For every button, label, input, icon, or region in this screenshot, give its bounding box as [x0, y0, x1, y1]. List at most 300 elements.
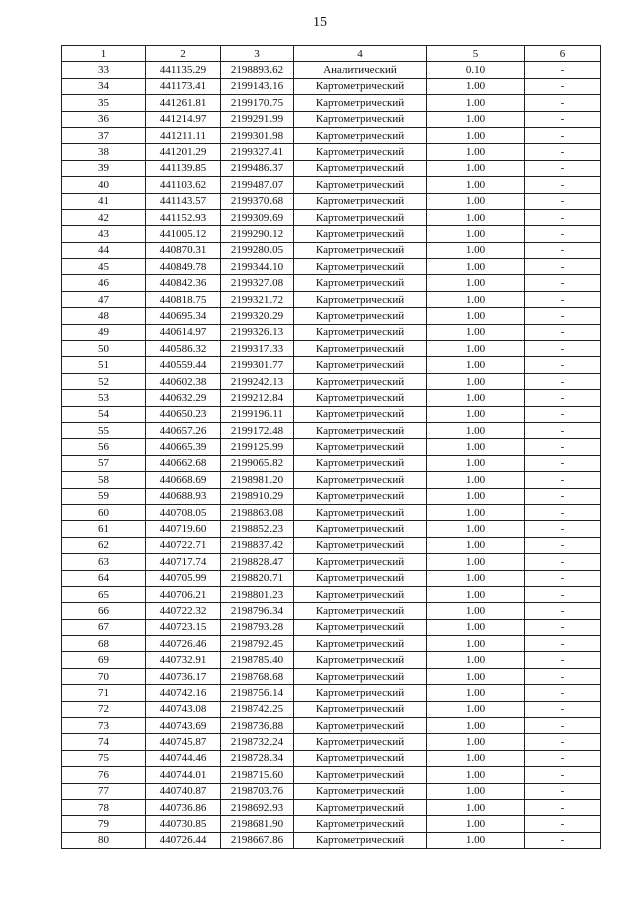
- x-coordinate-cell: 440717.74: [146, 554, 221, 570]
- point-number-cell: 79: [62, 816, 146, 832]
- table-row: [62, 734, 601, 750]
- method-cell: Картометрический: [294, 373, 427, 389]
- note-cell: -: [525, 750, 601, 766]
- method-cell: Картометрический: [294, 439, 427, 455]
- accuracy-cell: 1.00: [427, 226, 525, 242]
- accuracy-cell: 1.00: [427, 570, 525, 586]
- y-coordinate-cell: 2198692.93: [221, 799, 294, 815]
- note-cell: -: [525, 668, 601, 684]
- accuracy-cell: 1.00: [427, 373, 525, 389]
- y-coordinate-cell: 2198852.23: [221, 521, 294, 537]
- method-cell: Картометрический: [294, 242, 427, 258]
- y-coordinate-cell: 2199143.16: [221, 78, 294, 94]
- x-coordinate-cell: 440708.05: [146, 504, 221, 520]
- note-cell: -: [525, 832, 601, 848]
- x-coordinate-cell: 441005.12: [146, 226, 221, 242]
- y-coordinate-cell: 2198792.45: [221, 636, 294, 652]
- table-row: [62, 242, 601, 258]
- note-cell: -: [525, 144, 601, 160]
- y-coordinate-cell: 2198732.24: [221, 734, 294, 750]
- x-coordinate-cell: 440742.16: [146, 685, 221, 701]
- table-row: [62, 144, 601, 160]
- x-coordinate-cell: 440726.46: [146, 636, 221, 652]
- accuracy-cell: 1.00: [427, 504, 525, 520]
- point-number-cell: 34: [62, 78, 146, 94]
- note-cell: -: [525, 111, 601, 127]
- accuracy-cell: 1.00: [427, 603, 525, 619]
- x-coordinate-cell: 440719.60: [146, 521, 221, 537]
- accuracy-cell: 1.00: [427, 750, 525, 766]
- method-cell: Картометрический: [294, 521, 427, 537]
- table-row: [62, 750, 601, 766]
- point-number-cell: 45: [62, 259, 146, 275]
- table-row: [62, 422, 601, 438]
- y-coordinate-cell: 2198756.14: [221, 685, 294, 701]
- x-coordinate-cell: 440662.68: [146, 455, 221, 471]
- accuracy-cell: 1.00: [427, 390, 525, 406]
- method-cell: Картометрический: [294, 832, 427, 848]
- y-coordinate-cell: 2198820.71: [221, 570, 294, 586]
- accuracy-cell: 1.00: [427, 652, 525, 668]
- page-number: 15: [313, 15, 327, 30]
- x-coordinate-cell: 441261.81: [146, 95, 221, 111]
- point-number-cell: 68: [62, 636, 146, 652]
- method-cell: Картометрический: [294, 799, 427, 815]
- x-coordinate-cell: 441139.85: [146, 160, 221, 176]
- table-row: [62, 127, 601, 143]
- method-cell: Картометрический: [294, 160, 427, 176]
- accuracy-cell: 1.00: [427, 357, 525, 373]
- accuracy-cell: 1.00: [427, 636, 525, 652]
- table-row: [62, 160, 601, 176]
- note-cell: -: [525, 177, 601, 193]
- table-row: [62, 209, 601, 225]
- accuracy-cell: 1.00: [427, 619, 525, 635]
- x-coordinate-cell: 440722.71: [146, 537, 221, 553]
- method-cell: Картометрический: [294, 390, 427, 406]
- method-cell: Картометрический: [294, 537, 427, 553]
- point-number-cell: 49: [62, 324, 146, 340]
- x-coordinate-cell: 441173.41: [146, 78, 221, 94]
- column-header: 2: [146, 46, 221, 62]
- x-coordinate-cell: 440559.44: [146, 357, 221, 373]
- accuracy-cell: 1.00: [427, 586, 525, 602]
- point-number-cell: 71: [62, 685, 146, 701]
- y-coordinate-cell: 2199196.11: [221, 406, 294, 422]
- y-coordinate-cell: 2198681.90: [221, 816, 294, 832]
- table-row: [62, 373, 601, 389]
- table-row: [62, 275, 601, 291]
- x-coordinate-cell: 440842.36: [146, 275, 221, 291]
- y-coordinate-cell: 2199487.07: [221, 177, 294, 193]
- y-coordinate-cell: 2198785.40: [221, 652, 294, 668]
- y-coordinate-cell: 2198793.28: [221, 619, 294, 635]
- y-coordinate-cell: 2199301.77: [221, 357, 294, 373]
- point-number-cell: 60: [62, 504, 146, 520]
- method-cell: Картометрический: [294, 422, 427, 438]
- y-coordinate-cell: 2198893.62: [221, 62, 294, 78]
- table-row: [62, 685, 601, 701]
- note-cell: -: [525, 521, 601, 537]
- table-row: [62, 521, 601, 537]
- point-number-cell: 36: [62, 111, 146, 127]
- point-number-cell: 51: [62, 357, 146, 373]
- x-coordinate-cell: 441201.29: [146, 144, 221, 160]
- table-row: [62, 783, 601, 799]
- x-coordinate-cell: 440730.85: [146, 816, 221, 832]
- accuracy-cell: 1.00: [427, 668, 525, 684]
- table-row: [62, 554, 601, 570]
- y-coordinate-cell: 2199486.37: [221, 160, 294, 176]
- table-row: [62, 357, 601, 373]
- point-number-cell: 63: [62, 554, 146, 570]
- x-coordinate-cell: 440723.15: [146, 619, 221, 635]
- point-number-cell: 41: [62, 193, 146, 209]
- note-cell: -: [525, 439, 601, 455]
- x-coordinate-cell: 440614.97: [146, 324, 221, 340]
- accuracy-cell: 1.00: [427, 242, 525, 258]
- accuracy-cell: 1.00: [427, 160, 525, 176]
- method-cell: Картометрический: [294, 324, 427, 340]
- point-number-cell: 57: [62, 455, 146, 471]
- x-coordinate-cell: 440743.08: [146, 701, 221, 717]
- point-number-cell: 37: [62, 127, 146, 143]
- x-coordinate-cell: 441211.11: [146, 127, 221, 143]
- table-body: [62, 62, 601, 849]
- table-row: [62, 767, 601, 783]
- y-coordinate-cell: 2198981.20: [221, 472, 294, 488]
- x-coordinate-cell: 440695.34: [146, 308, 221, 324]
- y-coordinate-cell: 2198667.86: [221, 832, 294, 848]
- accuracy-cell: 1.00: [427, 472, 525, 488]
- note-cell: -: [525, 406, 601, 422]
- y-coordinate-cell: 2198768.68: [221, 668, 294, 684]
- column-header: 4: [294, 46, 427, 62]
- table-row: [62, 636, 601, 652]
- method-cell: Картометрический: [294, 193, 427, 209]
- note-cell: -: [525, 619, 601, 635]
- method-cell: Картометрический: [294, 291, 427, 307]
- y-coordinate-cell: 2199280.05: [221, 242, 294, 258]
- accuracy-cell: 1.00: [427, 439, 525, 455]
- table-row: [62, 586, 601, 602]
- accuracy-cell: 1.00: [427, 701, 525, 717]
- table-row: [62, 652, 601, 668]
- method-cell: Картометрический: [294, 488, 427, 504]
- table-row: [62, 603, 601, 619]
- table-row: [62, 816, 601, 832]
- method-cell: Картометрический: [294, 767, 427, 783]
- x-coordinate-cell: 440736.17: [146, 668, 221, 684]
- point-number-cell: 53: [62, 390, 146, 406]
- y-coordinate-cell: 2199065.82: [221, 455, 294, 471]
- x-coordinate-cell: 440732.91: [146, 652, 221, 668]
- y-coordinate-cell: 2199212.84: [221, 390, 294, 406]
- x-coordinate-cell: 441214.97: [146, 111, 221, 127]
- point-number-cell: 46: [62, 275, 146, 291]
- method-cell: Картометрический: [294, 111, 427, 127]
- note-cell: -: [525, 570, 601, 586]
- method-cell: Картометрический: [294, 357, 427, 373]
- y-coordinate-cell: 2199320.29: [221, 308, 294, 324]
- note-cell: -: [525, 62, 601, 78]
- method-cell: Картометрический: [294, 636, 427, 652]
- point-number-cell: 48: [62, 308, 146, 324]
- method-cell: Картометрический: [294, 209, 427, 225]
- point-number-cell: 56: [62, 439, 146, 455]
- y-coordinate-cell: 2199291.99: [221, 111, 294, 127]
- x-coordinate-cell: 440722.32: [146, 603, 221, 619]
- accuracy-cell: 1.00: [427, 259, 525, 275]
- method-cell: Картометрический: [294, 341, 427, 357]
- x-coordinate-cell: 440705.99: [146, 570, 221, 586]
- method-cell: Картометрический: [294, 275, 427, 291]
- accuracy-cell: 1.00: [427, 554, 525, 570]
- accuracy-cell: 1.00: [427, 767, 525, 783]
- method-cell: Картометрический: [294, 144, 427, 160]
- point-number-cell: 73: [62, 718, 146, 734]
- table-row: [62, 619, 601, 635]
- x-coordinate-cell: 440870.31: [146, 242, 221, 258]
- method-cell: Картометрический: [294, 472, 427, 488]
- y-coordinate-cell: 2199170.75: [221, 95, 294, 111]
- note-cell: -: [525, 308, 601, 324]
- note-cell: -: [525, 488, 601, 504]
- note-cell: -: [525, 603, 601, 619]
- table-row: [62, 570, 601, 586]
- point-number-cell: 44: [62, 242, 146, 258]
- y-coordinate-cell: 2199321.72: [221, 291, 294, 307]
- table-row: [62, 259, 601, 275]
- method-cell: Картометрический: [294, 570, 427, 586]
- y-coordinate-cell: 2198910.29: [221, 488, 294, 504]
- method-cell: Картометрический: [294, 701, 427, 717]
- method-cell: Картометрический: [294, 652, 427, 668]
- y-coordinate-cell: 2198796.34: [221, 603, 294, 619]
- table-row: [62, 472, 601, 488]
- point-number-cell: 66: [62, 603, 146, 619]
- table-row: [62, 177, 601, 193]
- accuracy-cell: 1.00: [427, 521, 525, 537]
- method-cell: Картометрический: [294, 308, 427, 324]
- note-cell: -: [525, 275, 601, 291]
- table-row: [62, 488, 601, 504]
- y-coordinate-cell: 2198728.34: [221, 750, 294, 766]
- column-header: 3: [221, 46, 294, 62]
- point-number-cell: 35: [62, 95, 146, 111]
- note-cell: -: [525, 341, 601, 357]
- point-number-cell: 80: [62, 832, 146, 848]
- method-cell: Картометрический: [294, 259, 427, 275]
- accuracy-cell: 1.00: [427, 832, 525, 848]
- accuracy-cell: 1.00: [427, 783, 525, 799]
- point-number-cell: 39: [62, 160, 146, 176]
- x-coordinate-cell: 440688.93: [146, 488, 221, 504]
- point-number-cell: 42: [62, 209, 146, 225]
- accuracy-cell: 1.00: [427, 144, 525, 160]
- method-cell: Картометрический: [294, 668, 427, 684]
- note-cell: -: [525, 127, 601, 143]
- y-coordinate-cell: 2199172.48: [221, 422, 294, 438]
- table-row: [62, 718, 601, 734]
- table-row: [62, 668, 601, 684]
- y-coordinate-cell: 2198703.76: [221, 783, 294, 799]
- table-row: [62, 537, 601, 553]
- method-cell: Картометрический: [294, 95, 427, 111]
- point-number-cell: 33: [62, 62, 146, 78]
- method-cell: Картометрический: [294, 734, 427, 750]
- y-coordinate-cell: 2199290.12: [221, 226, 294, 242]
- x-coordinate-cell: 440657.26: [146, 422, 221, 438]
- point-number-cell: 74: [62, 734, 146, 750]
- y-coordinate-cell: 2199317.33: [221, 341, 294, 357]
- point-number-cell: 62: [62, 537, 146, 553]
- table-row: [62, 701, 601, 717]
- table-row: [62, 308, 601, 324]
- y-coordinate-cell: 2199370.68: [221, 193, 294, 209]
- point-number-cell: 65: [62, 586, 146, 602]
- accuracy-cell: 1.00: [427, 537, 525, 553]
- table-row: [62, 193, 601, 209]
- note-cell: -: [525, 472, 601, 488]
- point-number-cell: 55: [62, 422, 146, 438]
- note-cell: -: [525, 160, 601, 176]
- note-cell: -: [525, 390, 601, 406]
- method-cell: Картометрический: [294, 504, 427, 520]
- accuracy-cell: 1.00: [427, 324, 525, 340]
- accuracy-cell: 1.00: [427, 488, 525, 504]
- point-number-cell: 40: [62, 177, 146, 193]
- y-coordinate-cell: 2199326.13: [221, 324, 294, 340]
- method-cell: Картометрический: [294, 177, 427, 193]
- x-coordinate-cell: 440632.29: [146, 390, 221, 406]
- method-cell: Картометрический: [294, 603, 427, 619]
- accuracy-cell: 1.00: [427, 685, 525, 701]
- point-number-cell: 76: [62, 767, 146, 783]
- note-cell: -: [525, 799, 601, 815]
- x-coordinate-cell: 440745.87: [146, 734, 221, 750]
- note-cell: -: [525, 652, 601, 668]
- note-cell: -: [525, 783, 601, 799]
- note-cell: -: [525, 537, 601, 553]
- table-row: [62, 62, 601, 78]
- method-cell: Картометрический: [294, 685, 427, 701]
- y-coordinate-cell: 2198837.42: [221, 537, 294, 553]
- table-row: [62, 341, 601, 357]
- accuracy-cell: 1.00: [427, 406, 525, 422]
- accuracy-cell: 1.00: [427, 78, 525, 94]
- accuracy-cell: 1.00: [427, 799, 525, 815]
- x-coordinate-cell: 440665.39: [146, 439, 221, 455]
- x-coordinate-cell: 440602.38: [146, 373, 221, 389]
- x-coordinate-cell: 440818.75: [146, 291, 221, 307]
- accuracy-cell: 1.00: [427, 422, 525, 438]
- note-cell: -: [525, 324, 601, 340]
- table-header-row: [62, 46, 601, 62]
- x-coordinate-cell: 440849.78: [146, 259, 221, 275]
- x-coordinate-cell: 441143.57: [146, 193, 221, 209]
- point-number-cell: 59: [62, 488, 146, 504]
- table-row: [62, 504, 601, 520]
- table-row: [62, 832, 601, 848]
- note-cell: -: [525, 373, 601, 389]
- method-cell: Картометрический: [294, 127, 427, 143]
- y-coordinate-cell: 2199242.13: [221, 373, 294, 389]
- table-row: [62, 455, 601, 471]
- point-number-cell: 38: [62, 144, 146, 160]
- note-cell: -: [525, 767, 601, 783]
- method-cell: Картометрический: [294, 554, 427, 570]
- accuracy-cell: 1.00: [427, 718, 525, 734]
- table-row: [62, 111, 601, 127]
- point-number-cell: 58: [62, 472, 146, 488]
- accuracy-cell: 1.00: [427, 95, 525, 111]
- note-cell: -: [525, 734, 601, 750]
- x-coordinate-cell: 440740.87: [146, 783, 221, 799]
- method-cell: Картометрический: [294, 750, 427, 766]
- method-cell: Аналитический: [294, 62, 427, 78]
- table-row: [62, 324, 601, 340]
- column-header: 5: [427, 46, 525, 62]
- x-coordinate-cell: 440736.86: [146, 799, 221, 815]
- x-coordinate-cell: 440650.23: [146, 406, 221, 422]
- method-cell: Картометрический: [294, 78, 427, 94]
- point-number-cell: 67: [62, 619, 146, 635]
- table-row: [62, 226, 601, 242]
- note-cell: -: [525, 291, 601, 307]
- y-coordinate-cell: 2199125.99: [221, 439, 294, 455]
- coordinates-table: [61, 45, 601, 849]
- note-cell: -: [525, 701, 601, 717]
- note-cell: -: [525, 422, 601, 438]
- note-cell: -: [525, 455, 601, 471]
- note-cell: -: [525, 718, 601, 734]
- x-coordinate-cell: 440744.01: [146, 767, 221, 783]
- x-coordinate-cell: 441103.62: [146, 177, 221, 193]
- accuracy-cell: 1.00: [427, 111, 525, 127]
- method-cell: Картометрический: [294, 816, 427, 832]
- note-cell: -: [525, 78, 601, 94]
- table-row: [62, 390, 601, 406]
- y-coordinate-cell: 2198736.88: [221, 718, 294, 734]
- method-cell: Картометрический: [294, 406, 427, 422]
- note-cell: -: [525, 504, 601, 520]
- method-cell: Картометрический: [294, 586, 427, 602]
- note-cell: -: [525, 259, 601, 275]
- y-coordinate-cell: 2198742.25: [221, 701, 294, 717]
- accuracy-cell: 1.00: [427, 291, 525, 307]
- point-number-cell: 47: [62, 291, 146, 307]
- note-cell: -: [525, 816, 601, 832]
- accuracy-cell: 1.00: [427, 308, 525, 324]
- accuracy-cell: 1.00: [427, 177, 525, 193]
- accuracy-cell: 1.00: [427, 275, 525, 291]
- method-cell: Картометрический: [294, 718, 427, 734]
- y-coordinate-cell: 2199327.41: [221, 144, 294, 160]
- x-coordinate-cell: 441135.29: [146, 62, 221, 78]
- x-coordinate-cell: 440706.21: [146, 586, 221, 602]
- point-number-cell: 69: [62, 652, 146, 668]
- point-number-cell: 50: [62, 341, 146, 357]
- accuracy-cell: 1.00: [427, 341, 525, 357]
- point-number-cell: 78: [62, 799, 146, 815]
- accuracy-cell: 1.00: [427, 816, 525, 832]
- point-number-cell: 77: [62, 783, 146, 799]
- note-cell: -: [525, 554, 601, 570]
- y-coordinate-cell: 2199301.98: [221, 127, 294, 143]
- table-row: [62, 439, 601, 455]
- method-cell: Картометрический: [294, 455, 427, 471]
